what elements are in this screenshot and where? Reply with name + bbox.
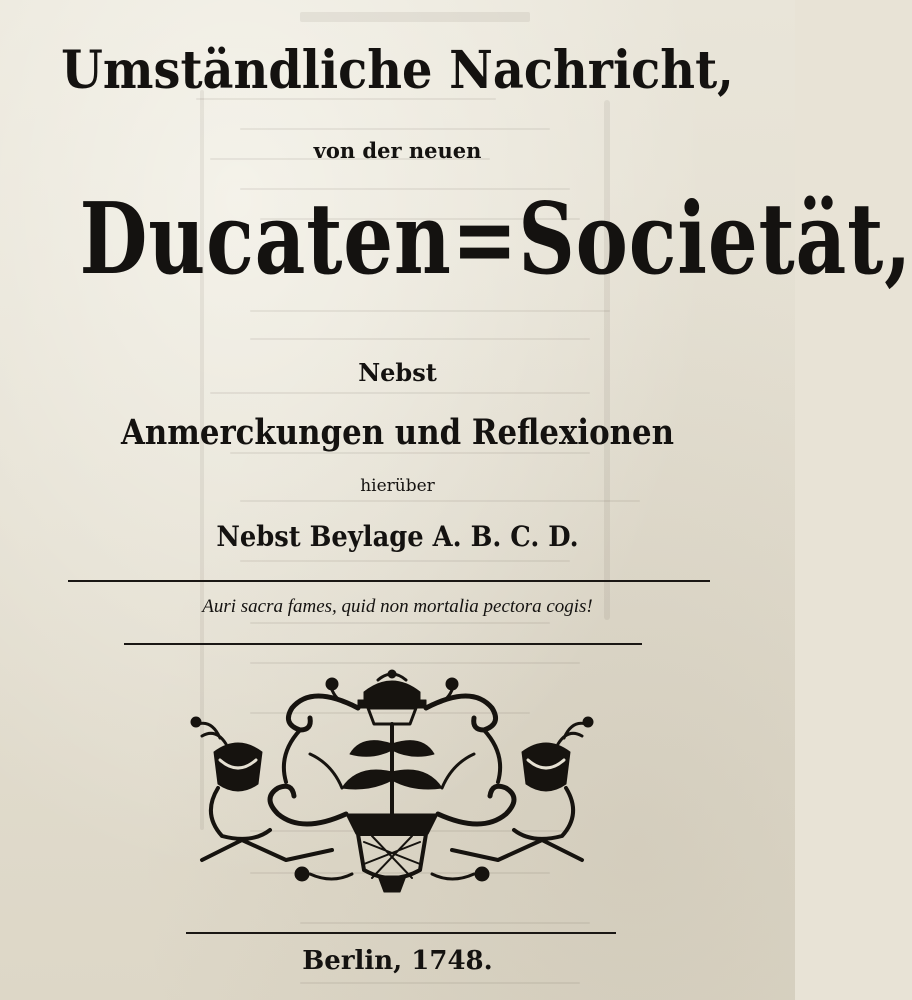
divider-rule-top [68, 580, 710, 582]
title-line-anmerckungen: Anmerckungen und Reflexionen [120, 412, 675, 453]
latin-motto: Auri sacra fames, quid non mortalia pectora cogis! [202, 596, 593, 617]
floral-urn-vignette-icon [182, 664, 602, 902]
title-line-nebst: Nebst [358, 358, 437, 387]
title-line-hierueber: hierüber [360, 476, 435, 496]
title-line-umstaendliche-nachricht: Umständliche Nachricht, [61, 40, 734, 101]
divider-rule-bottom [186, 932, 616, 934]
title-line-ducaten-societaet: Ducaten=Societät, [79, 182, 912, 297]
title-line-beylage: Nebst Beylage A. B. C. D. [216, 520, 579, 553]
divider-rule-middle [124, 643, 642, 645]
title-line-von-der-neuen: von der neuen [313, 138, 482, 163]
imprint-place-year: Berlin, 1748. [302, 946, 493, 976]
